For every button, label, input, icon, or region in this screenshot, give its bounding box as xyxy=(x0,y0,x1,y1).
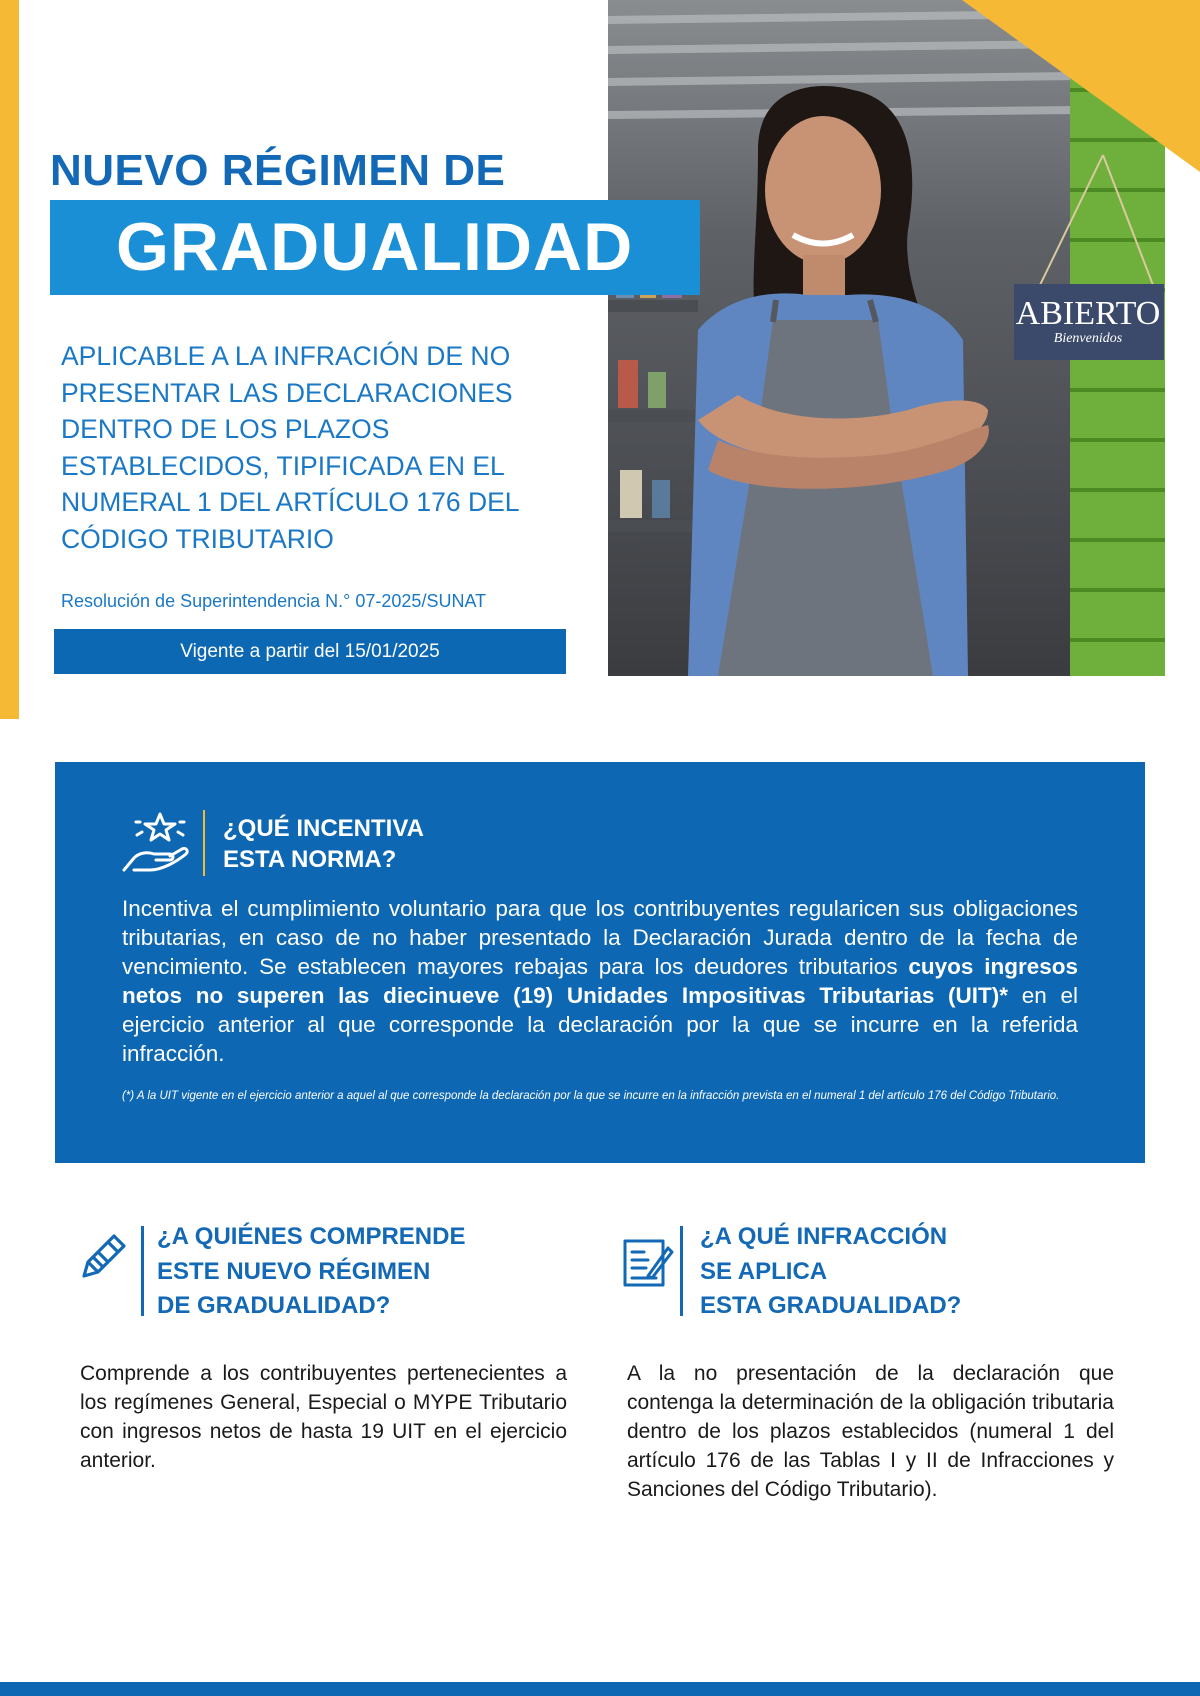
heading-line: ESTA NORMA? xyxy=(223,846,397,873)
heading-line: DE GRADUALIDAD? xyxy=(157,1292,391,1319)
heading-line: ESTE NUEVO RÉGIMEN xyxy=(157,1257,431,1285)
incentive-footnote: (*) A la UIT vigente en el ejercicio anterior a aquel al que corresponde la declaración por la que se incurre en la infracción prevista en el numeral 1 del artículo 176 del Código Tributario. xyxy=(122,1090,1060,1102)
left-accent-bar xyxy=(0,0,19,719)
pencil-icon xyxy=(78,1230,130,1282)
incentive-heading xyxy=(223,813,424,875)
bottom-bar xyxy=(0,1682,1200,1696)
title-line-1: NUEVO RÉGIMEN DE xyxy=(50,146,506,195)
subtitle-line: APLICABLE A LA INFRACIÓN DE NO xyxy=(61,341,511,371)
subtitle-line: DENTRO DE LOS PLAZOS xyxy=(61,414,390,444)
sign-subtext: Bienvenidos xyxy=(1053,331,1123,346)
hand-star-icon xyxy=(120,808,192,878)
resolution-reference: Resolución de Superintendencia N.° 07-2025/SUNAT xyxy=(61,591,487,611)
subtitle-line: ESTABLECIDOS, TIPIFICADA EN EL xyxy=(61,450,505,481)
heading-line: ¿A QUÉ INFRACCIÓN xyxy=(700,1223,948,1250)
title-highlight-box xyxy=(50,200,700,295)
who-body: Comprende a los contribuyentes pertenecientes a los regímenes General, Especial o MYPE Tributario con ingresos netos de hasta 19 UIT en el ejercicio anterior. xyxy=(80,1362,567,1472)
sign-text: ABIERTO xyxy=(1015,295,1161,332)
which-body: A la no presentación de la declaración que contenga la determinación de la obligación tributaria dentro de los plazos establecidos (numeral 1 del artículo 176 de las Tablas I y II de Infracciones y Sanciones del Código Tributario). xyxy=(627,1362,1114,1501)
heading-line: ESTA GRADUALIDAD? xyxy=(700,1292,962,1319)
which-heading xyxy=(700,1220,961,1324)
subtitle-line: CÓDIGO TRIBUTARIO xyxy=(61,523,334,554)
body-text: en el ejercicio anterior al que corresponde la declaración por la que se incurre en la referida infracción. xyxy=(122,983,1078,1066)
corner-accent-triangle xyxy=(962,0,1200,172)
document-sign-icon xyxy=(622,1238,674,1290)
heading-line: ¿A QUIÉNES COMPRENDE xyxy=(157,1223,466,1250)
who-heading xyxy=(157,1220,465,1324)
effective-date-text: Vigente a partir del 15/01/2025 xyxy=(180,640,440,662)
subtitle-line: NUMERAL 1 DEL ARTÍCULO 176 DEL xyxy=(61,487,520,517)
incentive-panel xyxy=(55,762,1145,1163)
heading-divider xyxy=(141,1226,144,1316)
heading-line: ¿QUÉ INCENTIVA xyxy=(223,815,424,842)
subtitle-line: PRESENTAR LAS DECLARACIONES xyxy=(61,377,513,408)
incentive-body xyxy=(122,894,1078,1068)
title-line-2: GRADUALIDAD xyxy=(116,209,634,285)
heading-divider xyxy=(680,1226,683,1316)
body-text: Incentiva el cumplimiento voluntario para que los contribuyentes regularicen sus obligaciones tributarias, en caso de no haber presentado la Declaración Jurada dentro de la fecha de vencimiento. Se establecen mayores rebajas para los deudores tributarios xyxy=(122,896,1078,979)
heading-line: SE APLICA xyxy=(700,1257,828,1285)
effective-date-banner xyxy=(54,629,566,674)
body-bold-text: cuyos ingresos netos no superen las diecinueve (19) Unidades Impositivas Tributarias (UIT)* xyxy=(122,954,1079,1008)
subtitle xyxy=(61,338,601,557)
heading-divider xyxy=(203,810,205,876)
